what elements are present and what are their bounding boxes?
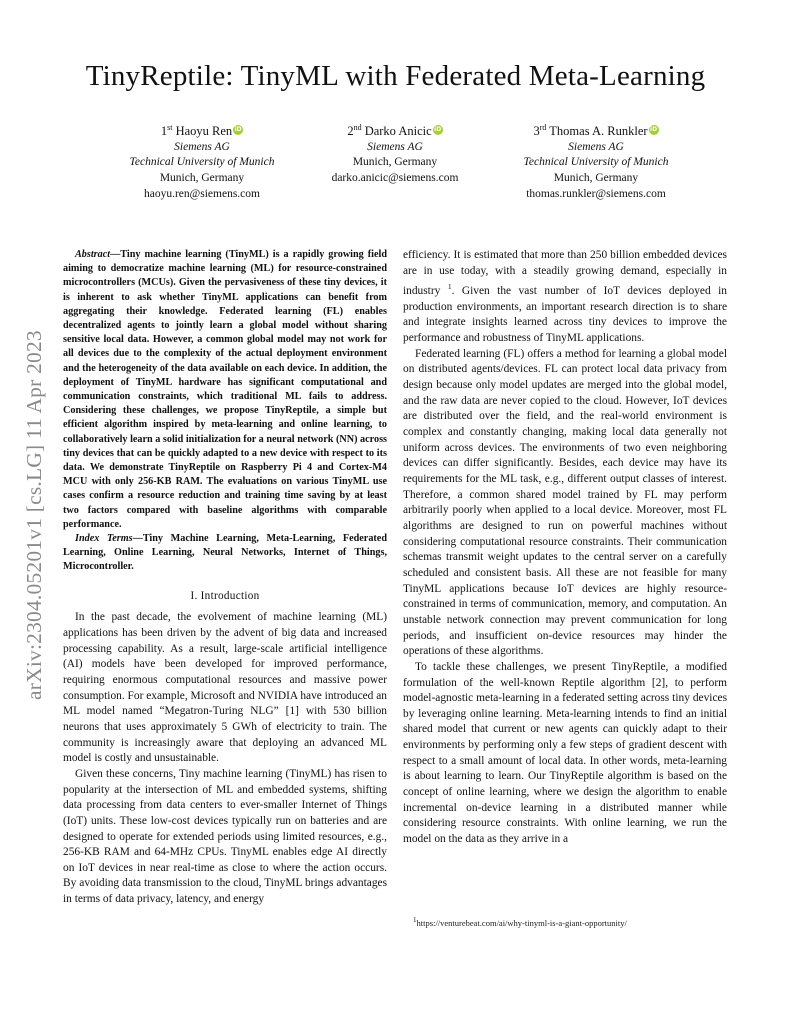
body-paragraph: Federated learning (FL) offers a method for learning a global model on distributed agents/devices. FL can protect local data privacy from design because only model updates are merged into the global model, and the raw data are never copied to the cloud. However, IoT devices are distributed over the field, and the real-world environment is complex and constantly changing, making local data generally not uniform across devices. The environments of two even neighboring devices can differ significantly. Besides, each device may have its requirements for the ML task, e.g., different output classes of interest. Therefore, a common shared model trained by FL may perform arbitrarily poorly when applied to a local device. Moreover, most FL algorithms are designed to run on powerful machines without considering computational resource constraints. Their communication schemas transmit weight updates to the central server on a carefully scheduled and consistent basis. All these are not feasible for many TinyML applications because IoT devices are highly resource-constrained in terms of communication, memory, and computation. An unstable network connection may prevent communication for long periods, and insufficient on-device resources may hinder the operations of these algorithms.	[403, 347, 727, 658]
author-email[interactable]: thomas.runkler@siemens.com	[526, 187, 666, 200]
author-city: Munich, Germany	[352, 156, 438, 169]
author-org: Siemens AG	[568, 140, 624, 153]
author-block-2	[280, 120, 510, 187]
paragraph-text: . Given the vast number of IoT devices deployed in production environments, an important research direction is to share and integrate insights learned across tiny devices to improve the performance and robustness of TinyML applications.	[403, 285, 728, 345]
author-name-line	[280, 120, 510, 140]
author-name: Thomas A. Runkler	[549, 124, 648, 139]
left-column	[63, 248, 387, 908]
author-affiliation: Technical University of Munich	[523, 156, 669, 169]
author-email[interactable]: haoyu.ren@siemens.com	[144, 187, 260, 200]
section-heading: I. Introduction	[190, 589, 260, 602]
author-email[interactable]: darko.anicic@siemens.com	[331, 171, 459, 184]
author-ordinal: 1	[160, 124, 168, 139]
right-column	[403, 248, 727, 848]
abstract	[63, 248, 387, 532]
arxiv-identifier-stamp: arXiv:2304.05201v1 [cs.LG] 11 Apr 2023	[22, 330, 46, 700]
body-paragraph: To tackle these challenges, we present TinyReptile, a modified formulation of the well-known Reptile algorithm [2], to perform model-agnostic meta-learning in a federated setting across tiny devices by leveraging online learning. Meta-learning intends to find an initial shared model that current or new agents can quickly adapt to their environments by performing only a few steps of gradient descent with respect to a small amount of local data. In other words, meta-learning is about learning to learn. Our TinyReptile algorithm is based on the concept of online learning, where we design the algorithm to enable incremental on-device learning in a distributed manner while considering resource constraints. With online learning, we run the model on the data as they arrive in a	[403, 660, 727, 846]
author-city: Munich, Germany	[159, 171, 245, 184]
author-org: Siemens AG	[367, 140, 423, 153]
footnote	[413, 916, 627, 928]
author-name: Darko Anicic	[364, 124, 432, 139]
orcid-icon[interactable]: iD	[434, 126, 442, 134]
author-ordinal-suffix: st	[167, 123, 173, 132]
body-paragraph: In the past decade, the evolvement of machine learning (ML) applications has been driven by the advent of big data and increased processing capability. As a result, large-scale artificial intelligence (AI) models have been developed for improved performance, requiring enormous computational resources and massive power consumption. For example, Microsoft and NVIDIA have introduced an ML model named “Megatron-Turing NLG” [1] with 530 billion neurons that uses approximately 5 GWh of electricity to train. The community is increasingly aware that deploying an advanced ML model is costly and unsustainable.	[63, 611, 387, 765]
index-terms	[63, 532, 387, 575]
index-terms-text: —Tiny Machine Learning, Meta-Learning, Federated Learning, Online Learning, Neural Networks, Internet of Things, Microcontroller.	[63, 533, 387, 573]
body-paragraph	[403, 248, 727, 347]
author-org: Siemens AG	[174, 140, 230, 153]
body-paragraph: Given these concerns, Tiny machine learning (TinyML) has risen to popularity at the intersection of ML and embedded systems, shifting data processing from data centers to ever-smaller Internet of Things (IoT) units. These low-cost devices typically run on batteries and are designed to operate for extended periods using limited resources, e.g., 256-KB RAM and 64-MHz CPUs. TinyML enables edge AI directly on IoT devices in near real-time as close to where the action occurs. By avoiding data transmission to the cloud, TinyML brings advantages in terms of data privacy, latency, and energy	[63, 767, 387, 906]
author-affiliation: Technical University of Munich	[129, 156, 275, 169]
author-ordinal-suffix: nd	[353, 123, 362, 132]
author-name: Haoyu Ren	[175, 124, 233, 139]
orcid-icon[interactable]: iD	[650, 126, 658, 134]
author-ordinal-suffix: rd	[539, 123, 547, 132]
paragraph-text: efficiency. It is estimated that more than 250 billion embedded devices are in use today, with a steadily growing demand, especially in industry	[403, 249, 727, 298]
abstract-text: —Tiny machine learning (TinyML) is a rapidly growing field aiming to democratize machine learning (ML) for resource-constrained microcontrollers (MCUs). Given the pervasiveness of these tiny devices, it is inherent to ask whether TinyML applications can benefit from aggregating their knowledge. Federated learning (FL) enables decentralized agents to jointly learn a global model without sharing sensitive local data. However, a common global model may not work for all devices due to the complexity of the actual deployment environment and the heterogeneity of the data available on each device. In addition, the deployment of TinyML hardware has significant computational and communication constraints, which traditional ML fails to address. Considering these challenges, we propose TinyReptile, a simple but efficient algorithm inspired by meta-learning and online learning, to collaboratively learn a solid initialization for a neural network (NN) across tiny devices that can be quickly adapted to a new device with respect to its data. We demonstrate TinyReptile on Raspberry Pi 4 and Cortex-M4 MCU with only 256-KB RAM. The evaluations on various TinyML use cases confirm a resource reduction and training time saving by at least two factors compared with baseline algorithms with comparable performance.	[63, 249, 387, 530]
index-terms-label: Index Terms	[75, 533, 133, 545]
footnote-mark: 1	[413, 916, 417, 924]
footnote-rule	[403, 910, 483, 911]
author-ordinal: 2	[347, 124, 354, 139]
footnote-marker[interactable]: 1	[447, 282, 452, 292]
footnote-url[interactable]: https://venturebeat.com/ai/why-tinyml-is-a-giant-opportunity/	[416, 917, 627, 928]
author-block-3	[481, 120, 711, 202]
paper-title: TinyReptile: TinyML with Federated Meta-Learning	[85, 60, 706, 92]
author-name-line	[481, 120, 711, 140]
abstract-label: Abstract	[75, 249, 111, 260]
orcid-icon[interactable]: iD	[234, 126, 242, 134]
author-city: Munich, Germany	[553, 171, 639, 184]
author-ordinal: 3	[533, 124, 540, 139]
